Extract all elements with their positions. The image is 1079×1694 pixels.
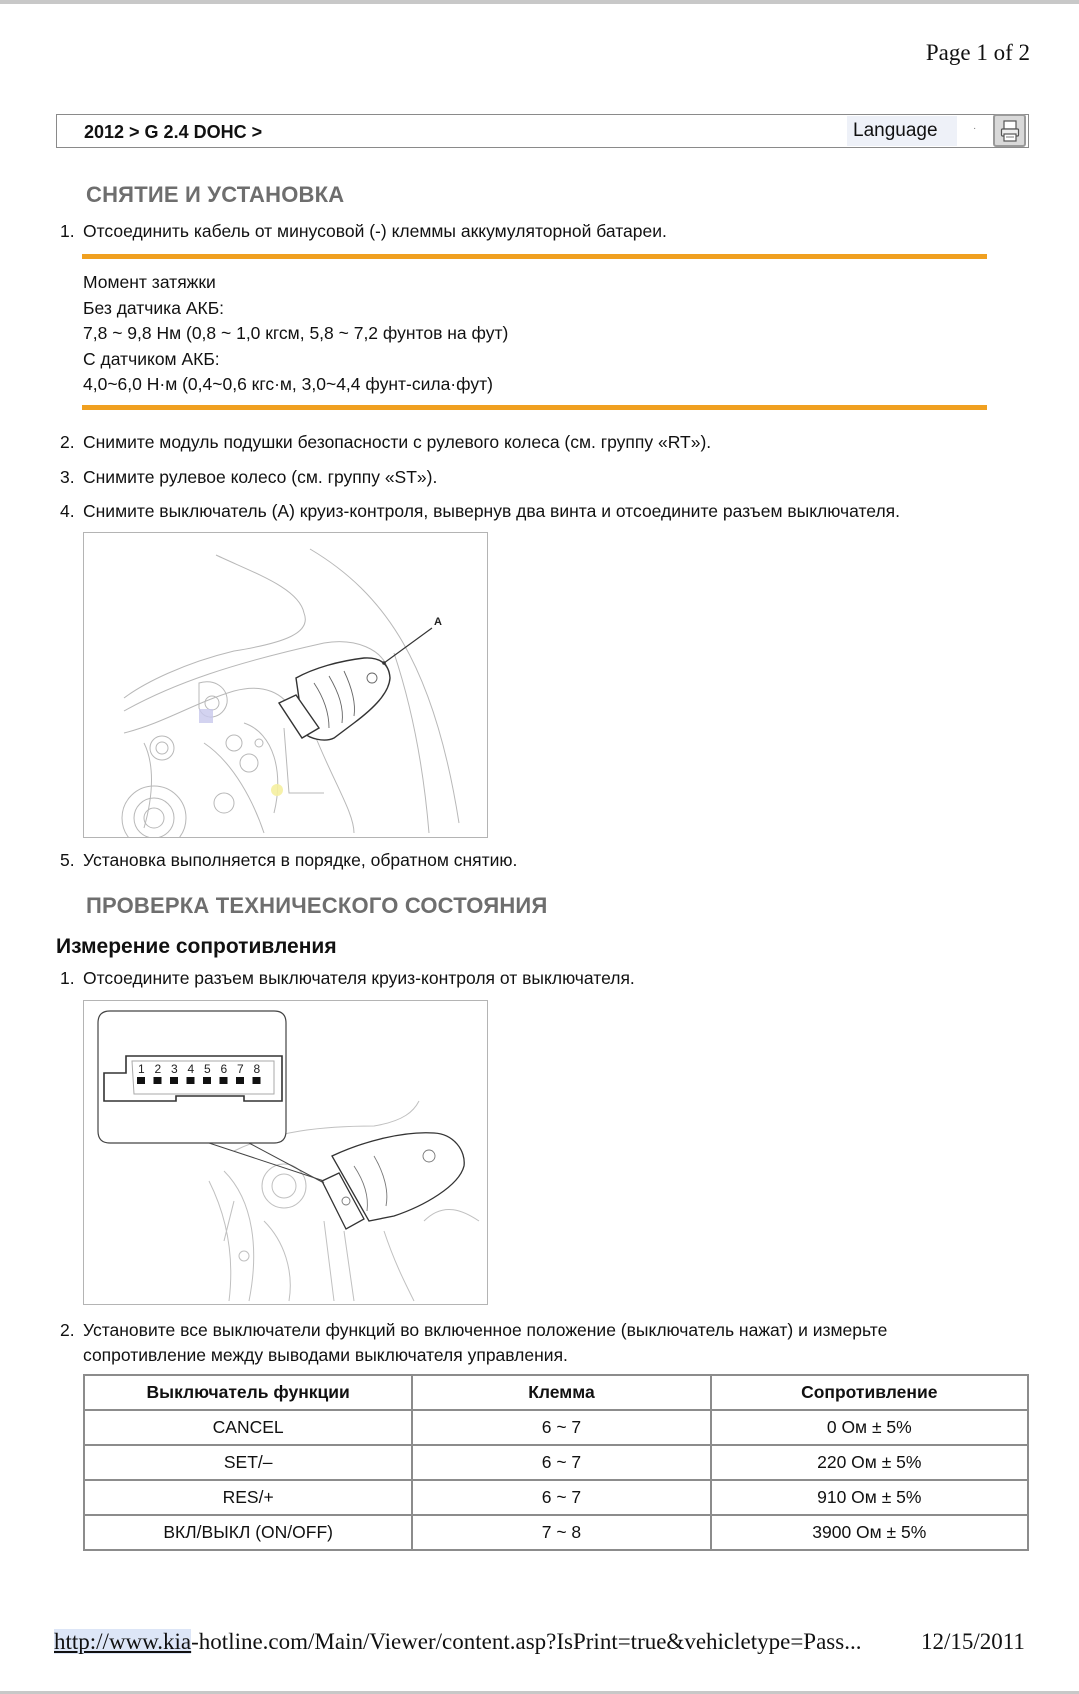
resistance-table — [83, 1374, 1029, 1551]
step-number: 4. — [60, 501, 75, 521]
torque-line: С датчиком АКБ: — [83, 348, 220, 369]
cell-function: RES/+ — [84, 1480, 412, 1515]
step-text: Отсоединить кабель от минусовой (-) клеммы аккумуляторной батареи. — [83, 221, 667, 241]
inspection-step-1 — [60, 966, 635, 991]
torque-line: Без датчика АКБ: — [83, 297, 225, 318]
table-row — [84, 1410, 1028, 1445]
steering-wheel-illustration — [84, 533, 488, 838]
torque-line: 4,0~6,0 Н·м (0,4~0,6 кгс·м, 3,0~4,4 фунт-сила·фут) — [83, 374, 493, 394]
footer-url-rest: -hotline.com/Main/Viewer/content.asp?IsPrint=true&vehicletype=Pass... — [191, 1629, 862, 1654]
step-number: 1. — [60, 968, 75, 988]
table-header-row — [84, 1375, 1028, 1410]
section-title-inspection: ПРОВЕРКА ТЕХНИЧЕСКОГО СОСТОЯНИЯ — [86, 893, 548, 918]
cell-resistance: 220 Ом ± 5% — [711, 1445, 1028, 1480]
pin-terminal — [220, 1077, 228, 1084]
cell-function: ВКЛ/ВЫКЛ (ON/OFF) — [84, 1515, 412, 1550]
step-text: Установка выполняется в порядке, обратном снятию. — [83, 850, 518, 870]
table-row — [84, 1515, 1028, 1550]
pin-number-label: 8 — [253, 1062, 261, 1076]
cell-terminal: 6 ~ 7 — [412, 1445, 710, 1480]
pin-terminal — [187, 1077, 195, 1084]
callout-a-label: A — [434, 616, 442, 628]
step-text: Отсоедините разъем выключателя круиз-контроля от выключателя. — [83, 968, 635, 988]
breadcrumb[interactable]: 2012 > G 2.4 DOHC > — [84, 122, 263, 142]
cell-terminal: 7 ~ 8 — [412, 1515, 710, 1550]
cell-resistance: 910 Ом ± 5% — [711, 1480, 1028, 1515]
pin-number-label: 7 — [237, 1062, 244, 1076]
pin-terminal — [236, 1077, 244, 1084]
table-row — [84, 1480, 1028, 1515]
cell-terminal: 6 ~ 7 — [412, 1410, 710, 1445]
cell-resistance: 3900 Ом ± 5% — [711, 1515, 1028, 1550]
cell-function: CANCEL — [84, 1410, 412, 1445]
pin-terminal — [203, 1077, 211, 1084]
pin-number-label: 6 — [220, 1062, 228, 1076]
breadcrumb-bar — [56, 114, 1029, 148]
pin-terminal — [253, 1077, 261, 1084]
cell-function: SET/– — [84, 1445, 412, 1480]
printer-icon — [1000, 120, 1020, 142]
removal-step-2 — [60, 430, 711, 455]
cell-terminal: 6 ~ 7 — [412, 1480, 710, 1515]
torque-note — [83, 270, 508, 398]
language-selector[interactable]: Language — [847, 116, 957, 146]
page-indicator: Page 1 of 2 — [925, 40, 1030, 65]
pin-terminal — [170, 1077, 178, 1084]
note-divider-bottom — [82, 405, 987, 410]
header-resistance: Сопротивление — [711, 1375, 1028, 1410]
step-text: Установите все выключатели функций во включенное положение (выключатель нажат) и измерьте — [83, 1320, 888, 1340]
inspection-step-2 — [60, 1318, 887, 1368]
step-text: Снимите выключатель (A) круиз-контроля, вывернув два винта и отсоедините разъем выключателя. — [83, 501, 900, 521]
torque-line: 7,8 ~ 9,8 Нм (0,8 ~ 1,0 кгсм, 5,8 ~ 7,2 фунтов на фут) — [83, 323, 509, 343]
step-number: 5. — [60, 850, 75, 870]
pin-number-label: 3 — [171, 1062, 178, 1076]
pin-number-label: 5 — [204, 1062, 211, 1076]
table-row — [84, 1445, 1028, 1480]
header-function-switch: Выключатель функции — [84, 1375, 412, 1410]
step-number: 2. — [60, 432, 75, 452]
pin-number-label: 4 — [187, 1062, 195, 1076]
step-text: Снимите рулевое колесо (см. группу «ST»). — [83, 467, 438, 487]
pin-terminal — [137, 1077, 145, 1084]
figure-cruise-switch-removal — [83, 532, 488, 838]
figure-connector-pinout — [83, 1000, 488, 1305]
pin-number-label: 2 — [154, 1062, 162, 1076]
connector-illustration — [84, 1001, 488, 1305]
pin-number-label: 1 — [138, 1062, 145, 1076]
removal-step-4 — [60, 499, 900, 524]
top-border — [0, 0, 1079, 4]
removal-step-5 — [60, 848, 517, 873]
step-number: 1. — [60, 221, 75, 241]
removal-step-1 — [60, 219, 667, 244]
note-divider-top — [82, 254, 987, 259]
header-terminal: Клемма — [412, 1375, 710, 1410]
step-text: Снимите модуль подушки безопасности с рулевого колеса (см. группу «RT»). — [83, 432, 712, 452]
footer-url-link[interactable]: http://www.kia — [54, 1629, 192, 1654]
section-title-removal: СНЯТИЕ И УСТАНОВКА — [86, 182, 345, 207]
step-number: 3. — [60, 467, 75, 487]
step-number: 2. — [60, 1320, 75, 1340]
torque-heading: Момент затяжки — [83, 272, 216, 292]
pin-terminal — [154, 1077, 162, 1084]
footer-date: 12/15/2011 — [921, 1629, 1025, 1654]
separator-dot: · — [973, 123, 977, 134]
cell-resistance: 0 Ом ± 5% — [711, 1410, 1028, 1445]
subsection-title-resistance: Измерение сопротивления — [56, 935, 337, 958]
print-button[interactable] — [993, 114, 1026, 147]
footer-url — [54, 1629, 861, 1655]
removal-step-3 — [60, 465, 437, 490]
step-text-continued: сопротивление между выводами выключателя управления. — [83, 1345, 568, 1365]
